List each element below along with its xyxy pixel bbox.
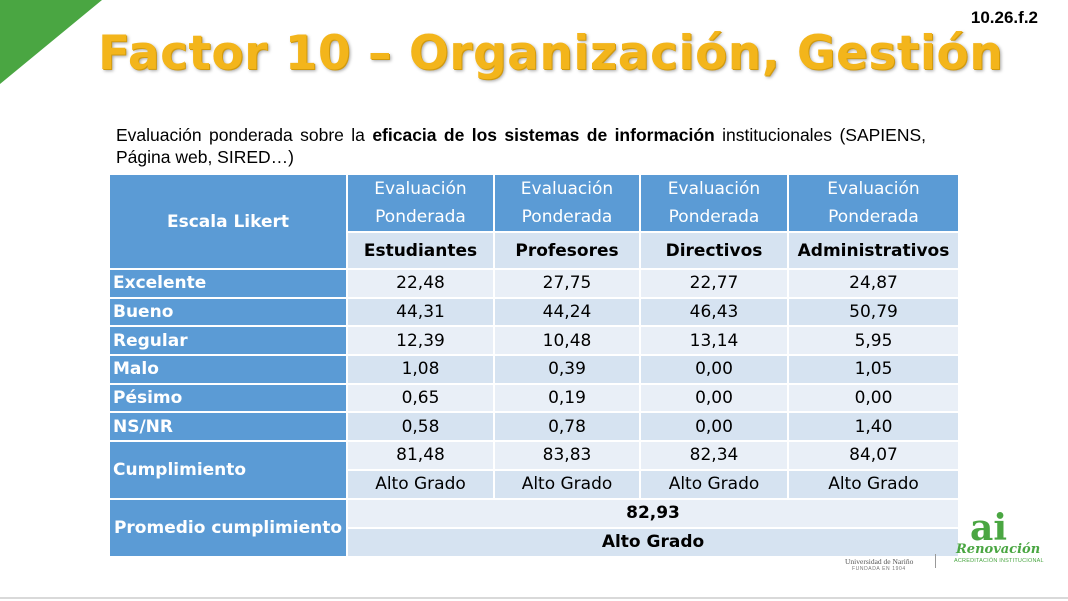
cumplimiento-value: 84,07 — [788, 441, 959, 470]
table-cell: 0,00 — [640, 384, 788, 413]
scale-header: Escala Likert — [109, 174, 347, 269]
table-cell: 0,58 — [347, 412, 494, 441]
acreditacion-logo-text: ACREDITACIÓN INSTITUCIONAL — [954, 558, 1044, 564]
table-row — [109, 298, 959, 327]
renovacion-logo-text: Renovación — [956, 542, 1041, 557]
row-label: Malo — [109, 355, 347, 384]
table-cell: 10,48 — [494, 326, 640, 355]
row-label: Bueno — [109, 298, 347, 327]
table-row — [109, 269, 959, 298]
table-cell: 0,00 — [640, 412, 788, 441]
table-cell: 27,75 — [494, 269, 640, 298]
cumplimiento-grade: Alto Grado — [788, 470, 959, 499]
table-cell: 1,05 — [788, 355, 959, 384]
table-cell: 50,79 — [788, 298, 959, 327]
table-cell: 12,39 — [347, 326, 494, 355]
table-cell: 0,19 — [494, 384, 640, 413]
cumplimiento-grade: Alto Grado — [347, 470, 494, 499]
table-cell: 24,87 — [788, 269, 959, 298]
cumplimiento-value: 81,48 — [347, 441, 494, 470]
table-row — [109, 355, 959, 384]
table-cell: 0,39 — [494, 355, 640, 384]
universidad-logo-text: Universidad de Nariño — [845, 557, 914, 566]
table-cell: 13,14 — [640, 326, 788, 355]
subtitle-bold: eficacia de los sistemas de información — [372, 125, 715, 145]
logo-divider — [935, 554, 936, 568]
promedio-label: Promedio cumplimiento — [109, 499, 347, 557]
table-cell: 46,43 — [640, 298, 788, 327]
corner-triangle-decoration — [0, 0, 102, 84]
table-cell: 1,08 — [347, 355, 494, 384]
group-header-directivos: Directivos — [640, 232, 788, 269]
cumplimiento-value: 83,83 — [494, 441, 640, 470]
table-cell: 22,48 — [347, 269, 494, 298]
table-cell: 44,31 — [347, 298, 494, 327]
promedio-grade: Alto Grado — [347, 528, 959, 557]
eval-header-3: Evaluación Ponderada — [640, 174, 788, 232]
cumplimiento-value: 82,34 — [640, 441, 788, 470]
table-cell: 0,00 — [640, 355, 788, 384]
table-cell: 22,77 — [640, 269, 788, 298]
row-label: NS/NR — [109, 412, 347, 441]
table-row — [109, 384, 959, 413]
table-row — [109, 412, 959, 441]
row-label: Pésimo — [109, 384, 347, 413]
table-cell: 5,95 — [788, 326, 959, 355]
table-row-promedio — [109, 499, 959, 528]
slide-subtitle — [116, 124, 926, 168]
eval-header-4: Evaluación Ponderada — [788, 174, 959, 232]
eval-header-2: Evaluación Ponderada — [494, 174, 640, 232]
subtitle-prefix: Evaluación ponderada sobre la — [116, 125, 373, 145]
table-cell: 0,00 — [788, 384, 959, 413]
table-cell: 1,40 — [788, 412, 959, 441]
group-header-profesores: Profesores — [494, 232, 640, 269]
eval-header-1: Evaluación Ponderada — [347, 174, 494, 232]
slide-code: 10.26.f.2 — [970, 8, 1038, 27]
table-cell: 44,24 — [494, 298, 640, 327]
cumplimiento-grade: Alto Grado — [640, 470, 788, 499]
likert-table — [108, 173, 960, 558]
table-row-cumplimiento — [109, 441, 959, 470]
table-cell: 0,78 — [494, 412, 640, 441]
table-cell: 0,65 — [347, 384, 494, 413]
subtitle-suffix: institucionales (SAPIENS, Página web, SIRED…) — [116, 125, 926, 167]
cumplimiento-label: Cumplimiento — [109, 441, 347, 498]
group-header-administrativos: Administrativos — [788, 232, 959, 269]
row-label: Excelente — [109, 269, 347, 298]
ai-logo-icon: ai — [970, 507, 1008, 549]
cumplimiento-grade: Alto Grado — [494, 470, 640, 499]
table-row — [109, 326, 959, 355]
promedio-value: 82,93 — [347, 499, 959, 528]
bottom-divider — [0, 597, 1068, 599]
group-header-estudiantes: Estudiantes — [347, 232, 494, 269]
universidad-fundada-text: FUNDADA EN 1904 — [852, 566, 906, 572]
slide-title: Factor 10 – Organización, Gestión — [98, 26, 1004, 81]
row-label: Regular — [109, 326, 347, 355]
